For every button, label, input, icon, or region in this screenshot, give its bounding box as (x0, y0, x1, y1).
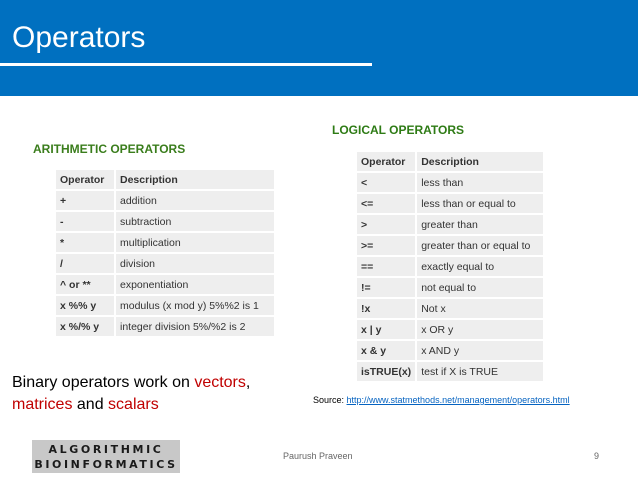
caption-vectors: vectors (194, 374, 246, 391)
operator-cell: x %/% y (56, 317, 114, 336)
caption-matrices: matrices (12, 396, 73, 413)
description-cell: subtraction (116, 212, 274, 231)
logical-table-title: LOGICAL OPERATORS (332, 123, 465, 137)
table-row (357, 299, 543, 318)
table-row (357, 194, 543, 213)
table-row (357, 362, 543, 381)
description-cell: addition (116, 191, 274, 210)
operator-cell: + (56, 191, 114, 210)
operator-cell: !x (357, 299, 415, 318)
operator-cell: x | y (357, 320, 415, 339)
operator-cell: - (56, 212, 114, 231)
table-row (357, 173, 543, 192)
table-row (56, 212, 274, 231)
logo-line-2: BIOINFORMATICS (34, 458, 178, 471)
description-cell: less than or equal to (417, 194, 543, 213)
column-header: Operator (357, 152, 415, 171)
table-row (56, 317, 274, 336)
footer-author: Paurush Praveen (283, 451, 353, 461)
operator-cell: isTRUE(x) (357, 362, 415, 381)
description-cell: greater than (417, 215, 543, 234)
operator-cell: == (357, 257, 415, 276)
source-label: Source: (313, 395, 347, 405)
operator-cell: * (56, 233, 114, 252)
description-cell: not equal to (417, 278, 543, 297)
operator-cell: / (56, 254, 114, 273)
table-row (56, 254, 274, 273)
table-row (56, 296, 274, 315)
logo-line-1: ALGORITHMIC (48, 443, 164, 456)
table-row (357, 278, 543, 297)
operator-cell: > (357, 215, 415, 234)
table-row (357, 257, 543, 276)
operator-cell: <= (357, 194, 415, 213)
operator-cell: < (357, 173, 415, 192)
slide-title: Operators (12, 21, 146, 54)
operator-cell: != (357, 278, 415, 297)
description-cell: greater than or equal to (417, 236, 543, 255)
description-cell: exactly equal to (417, 257, 543, 276)
description-cell: modulus (x mod y) 5%%2 is 1 (116, 296, 274, 315)
table-row (357, 236, 543, 255)
header-bar (0, 0, 638, 96)
column-header: Description (116, 170, 274, 189)
source-link[interactable]: http://www.statmethods.net/management/operators.html (346, 395, 570, 405)
column-header: Description (417, 152, 543, 171)
table-row (357, 341, 543, 360)
caption-comma: , (245, 374, 251, 391)
table-row (357, 215, 543, 234)
table-header-row (357, 152, 543, 171)
arithmetic-operators-table (54, 168, 276, 338)
caption-scalars: scalars (108, 396, 159, 413)
description-cell: x OR y (417, 320, 543, 339)
operator-cell: x & y (357, 341, 415, 360)
operator-cell: x %% y (56, 296, 114, 315)
table-row (56, 191, 274, 210)
table-row (357, 320, 543, 339)
description-cell: multiplication (116, 233, 274, 252)
description-cell: integer division 5%/%2 is 2 (116, 317, 274, 336)
column-header: Operator (56, 170, 114, 189)
description-cell: x AND y (417, 341, 543, 360)
algorithmic-bioinformatics-logo (32, 440, 180, 473)
caption-and: and (72, 396, 109, 413)
description-cell: exponentiation (116, 275, 274, 294)
logical-operators-table (355, 150, 545, 383)
description-cell: division (116, 254, 274, 273)
caption-text: Binary operators work on (12, 374, 195, 391)
slide-caption (12, 372, 302, 416)
description-cell: Not x (417, 299, 543, 318)
page-number: 9 (594, 451, 600, 461)
table-header-row (56, 170, 274, 189)
table-row (56, 233, 274, 252)
source-citation (313, 395, 570, 405)
description-cell: less than (417, 173, 543, 192)
arithmetic-table-title: ARITHMETIC OPERATORS (33, 142, 186, 156)
operator-cell: ^ or ** (56, 275, 114, 294)
description-cell: test if X is TRUE (417, 362, 543, 381)
header-underline (0, 63, 372, 66)
operator-cell: >= (357, 236, 415, 255)
table-row (56, 275, 274, 294)
